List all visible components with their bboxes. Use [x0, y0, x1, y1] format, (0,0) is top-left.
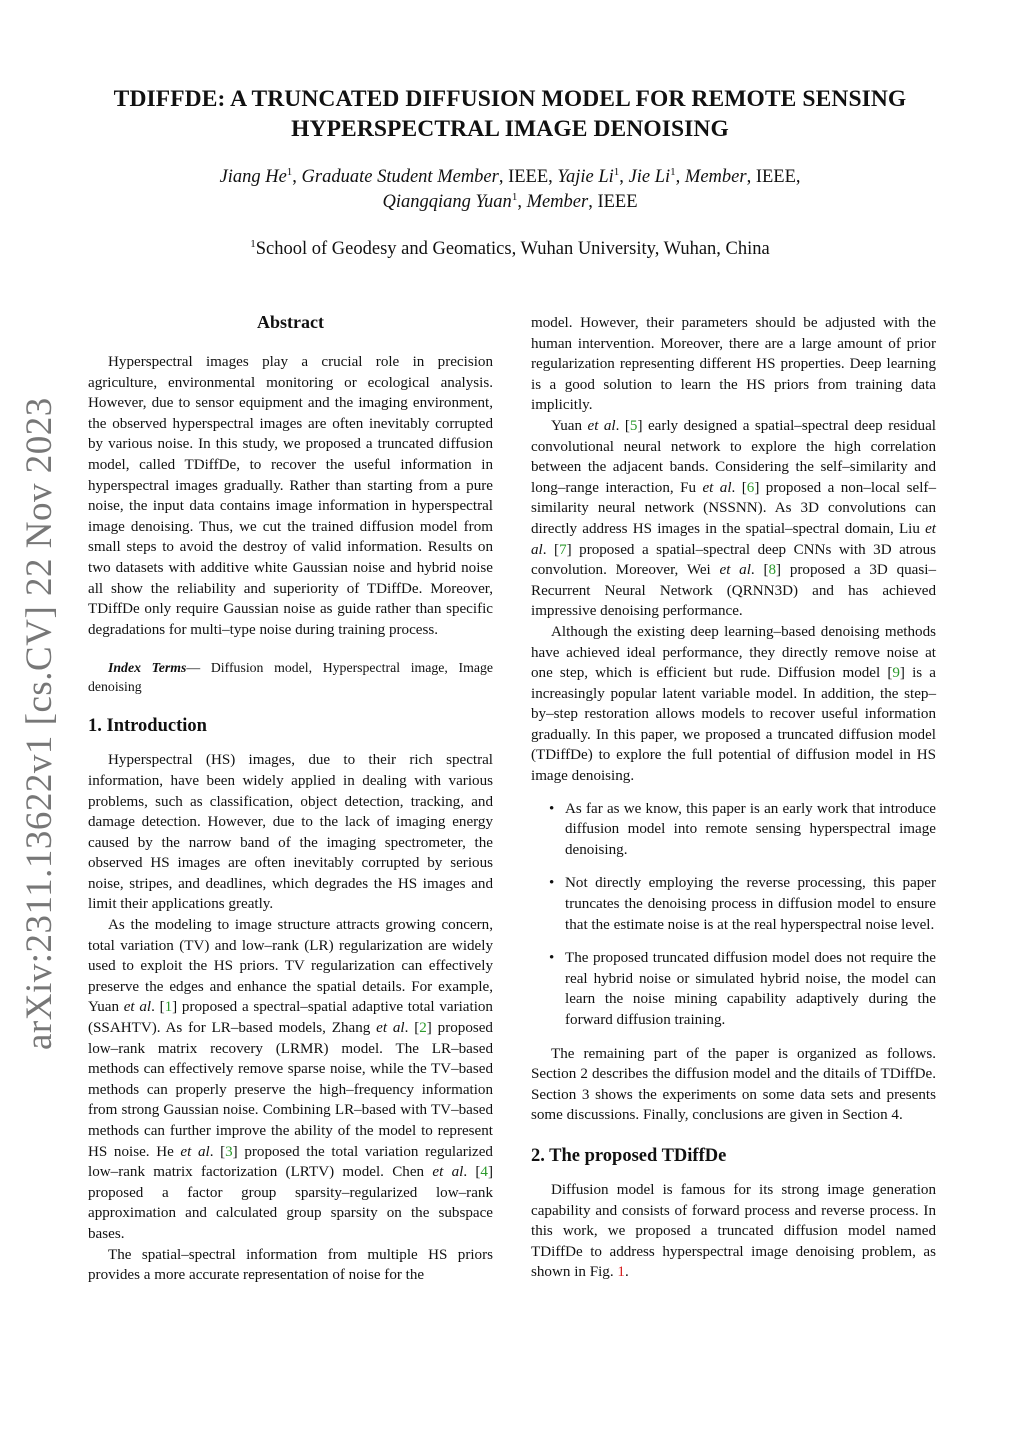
- bullet-icon: •: [549, 800, 555, 817]
- author-name: Yajie Li: [557, 167, 614, 187]
- right-paragraph-4: The remaining part of the paper is organized as follows. Section 2 describes the diffusion model and the ditails of TDiffDe. Section 3 shows the experiments on some data sets and presents some discussions. Finally, conclusions are given in Section 4.: [531, 1045, 936, 1124]
- figure-link[interactable]: 1: [617, 1264, 625, 1281]
- contribution-list: [531, 799, 936, 1031]
- citation-link[interactable]: 5: [629, 417, 638, 434]
- citation-link[interactable]: 8: [768, 562, 777, 579]
- author-line-1: Jiang He$^1$, Graduate Student Member, IEEE, Yajie Li$^1$, Jie Li$^1$, Member, IEEE,: [219, 165, 801, 187]
- bullet-icon: •: [549, 950, 555, 967]
- list-item: • The proposed truncated diffusion model does not require the real hybrid noise or simulated hybrid noise, the model can learn the noise mining capability adaptively during the forward diffusion training.: [549, 950, 936, 1028]
- title-line-2: HYPERSPECTRAL IMAGE DENOISING: [291, 116, 729, 142]
- intro-paragraph-1: Hyperspectral (HS) images, due to their rich spectral information, have been widely applied in dealing with various problems, such as classification, object detection, tracking, and damage detection. However, due to the lack of imaging energy caused by the narrow band of the imaging spectrometer, the observed HS images are often inevitably corrupted by serious noise, stripes, and deadlines, which degrades the HS images and limit their applications greatly.: [88, 752, 493, 913]
- author-role: Graduate Student Member: [301, 167, 499, 187]
- right-paragraph-2: Yuan et al. [5] early designed a spatial–spectral deep residual convolutional neural network to explore the high correlation between the adjacent bands. Considering the self–similarity and long–range interaction, Fu et al. [6] proposed a non–local self–similarity neural network (NSSNN). As 3D convolutions can directly address HS images in the spatial–spectral domain, Liu et al. [7] proposed a spatial–spectral deep CNNs with 3D atrous convolution. Moreover, Wei et al. [8] proposed a 3D quasi–Recurrent Neural Network (QRNN3D) and has achieved impressive denoising performance.: [531, 417, 937, 620]
- right-column: [531, 313, 936, 1283]
- intro-paragraph-2: As the modeling to image structure attracts growing concern, total variation (TV) and low–rank (LR) regularization are widely used to exploit the HS priors. TV regularization can effectively preserve the edges and enhance the spatial details. For example, Yuan et al. [1] proposed a spectral–spatial adaptive total variation (SSAHTV). As for LR–based models, Zhang et al. [2] proposed low–rank matrix recovery (LRMR) model. The LR–based methods can effectively remove sparse noise, while the TV–based methods can properly preserve the high–frequency information from strong Gaussian noise. Combining LR–based with TV–based methods can further improve the ability of the model to represent HS noise. He et al. [3] proposed the total variation regularized low–rank matrix factorization (LRTV) model. Chen et al. [4] proposed a factor group sparsity–regularized low–rank approximation and calculated group sparsity on the subspace bases.: [88, 917, 493, 1242]
- intro-paragraph-3: The spatial–spectral information from multiple HS priors provides a more accurate representation of noise for the: [88, 1246, 493, 1284]
- index-terms: Index Terms— Diffusion model, Hyperspectral image, Image denoising: [88, 660, 493, 695]
- author-list: [70, 165, 950, 215]
- citation-link[interactable]: 2: [419, 1020, 427, 1037]
- affiliation: $^1$School of Geodesy and Geomatics, Wuhan University, Wuhan, China: [250, 237, 770, 259]
- title-line-1: TDIFFDE: A TRUNCATED DIFFUSION MODEL FOR REMOTE SENSING: [113, 86, 907, 112]
- arxiv-identifier[interactable]: arXiv:2311.13622v1 [cs.CV] 22 Nov 2023: [19, 397, 60, 1050]
- list-item: • As far as we know, this paper is an early work that introduce diffusion model into remote sensing hyperspectral image denoising.: [549, 800, 936, 858]
- right-paragraph-3: Although the existing deep learning–based denoising methods have achieved ideal performance, they directly remove noise at one step, which is efficient but rude. Diffusion model [9] is a increasingly popular latent variable model. In addition, the step–by–step restoration allows models to recover useful information gradually. In this paper, we proposed a truncated diffusion model (TDiffDe) to explore the full potential of diffusion model in HS image denoising.: [531, 623, 936, 785]
- section-heading-proposed: 2. The proposed TDiffDe: [531, 1145, 727, 1166]
- abstract-heading: Abstract: [257, 312, 324, 332]
- author-role: Member: [526, 192, 589, 212]
- index-terms-label: Index Terms: [108, 660, 187, 676]
- right-paragraph-5: Diffusion model is famous for its strong image generation capability and consists of forward process and reverse process. In this work, we proposed a truncated diffusion model named TDiffDe to address hyperspectral image denoising problem, as shown in Fig. 1.: [531, 1181, 936, 1281]
- abstract-text: Hyperspectral images play a crucial role in precision agriculture, environmental monitoring or ecological analysis. However, due to sensor equipment and the imaging environment, the observed hyperspectral images are often inevitably corrupted by various noise. In this study, we proposed a truncated diffusion model, called TDiffDe, to recover the useful information in hyperspectral images gradually. Rather than starting from a pure noise, the input data contains image information in hyperspectral image denoising. Thus, we cut the trained diffusion model from small steps to avoid the destroy of valid information. Results on two datasets with additive white Gaussian noise and hybrid noise all show the reliability and superiority of TDiffDe. Moreover, TDiffDe only require Gaussian noise as guide rather than specific degradations for multi–type noise during training process.: [88, 354, 493, 638]
- citation-link[interactable]: 9: [892, 665, 900, 682]
- bullet-icon: •: [549, 875, 555, 892]
- citation-link[interactable]: 4: [480, 1164, 488, 1181]
- citation-link[interactable]: 3: [225, 1143, 233, 1160]
- author-name: Jie Li: [628, 167, 671, 187]
- paper-title: [70, 84, 950, 144]
- author-line-2: Qiangqiang Yuan$^1$, Member, IEEE: [382, 190, 638, 212]
- list-item: • Not directly employing the reverse processing, this paper truncates the denoising process in diffusion model to ensure that the estimate noise is at the real hyperspectral noise level.: [549, 875, 936, 933]
- citation-link[interactable]: 7: [559, 541, 567, 558]
- left-column: [88, 310, 493, 1286]
- author-name: Qiangqiang Yuan: [382, 192, 512, 212]
- section-heading-introduction: 1. Introduction: [88, 716, 207, 737]
- author-name: Jiang He: [219, 167, 287, 187]
- citation-link[interactable]: 1: [164, 999, 173, 1016]
- citation-link[interactable]: 6: [746, 479, 755, 496]
- author-role: Member: [684, 167, 747, 187]
- right-paragraph-1: model. However, their parameters should be adjusted with the human intervention. Moreover, there are a large amount of prior regularization representing different HS properties. Deep learning is a good solution to learn the HS priors from training data implicitly.: [531, 315, 936, 414]
